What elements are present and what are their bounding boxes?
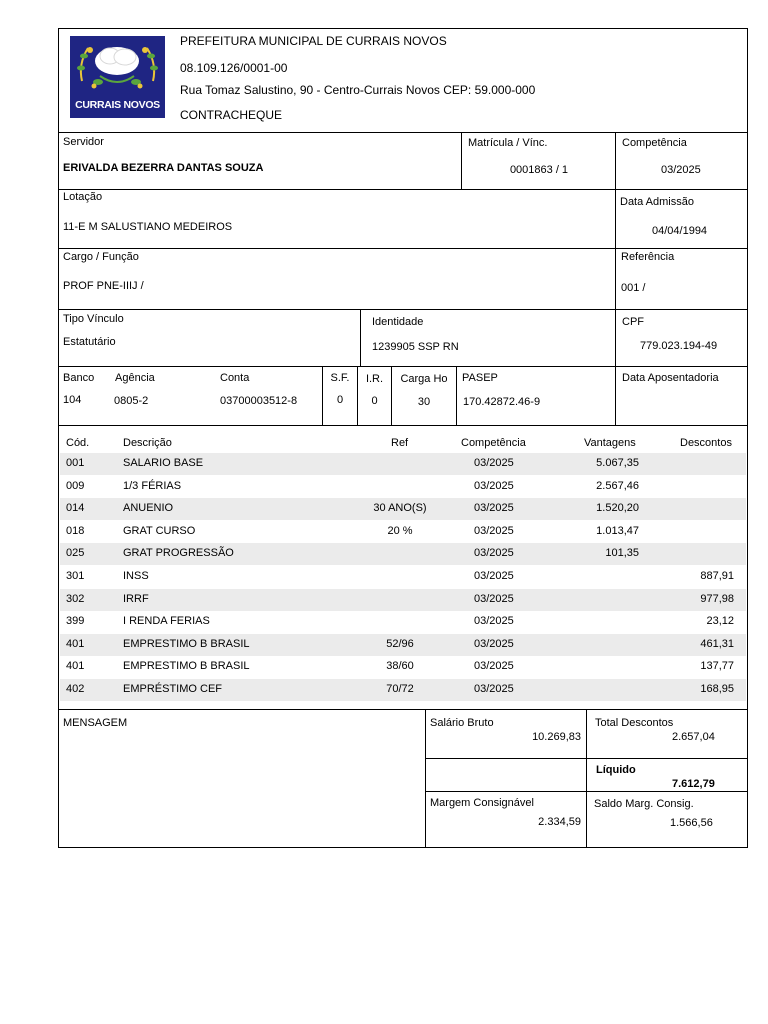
cell-descricao: INSS (123, 570, 149, 582)
admissao-value: 04/04/1994 (652, 225, 708, 237)
cell-descontos: 137,77 (700, 660, 734, 672)
liquido-value: 7.612,79 (672, 778, 715, 790)
cell-cod: 401 (66, 660, 85, 672)
sf-label: S.F. (330, 372, 350, 384)
cell-competencia: 03/2025 (474, 480, 514, 492)
cell-descontos: 23,12 (706, 615, 734, 627)
cell-descontos: 168,95 (700, 683, 734, 695)
cell-cod: 301 (66, 570, 85, 582)
divider (58, 189, 748, 190)
divider (58, 709, 748, 710)
agencia-value: 0805-2 (114, 395, 149, 407)
cell-descricao: I RENDA FERIAS (123, 615, 210, 627)
cell-descricao: IRRF (123, 593, 149, 605)
referencia-label: Referência (621, 251, 675, 263)
referencia-value: 001 / (621, 282, 646, 294)
row-shade (60, 589, 746, 611)
banco-label: Banco (63, 372, 95, 384)
cell-descricao: ANUENIO (123, 502, 174, 514)
cell-competencia: 03/2025 (474, 525, 514, 537)
divider (456, 366, 457, 425)
cell-competencia: 03/2025 (474, 593, 514, 605)
lotacao-value: 11-E M SALUSTIANO MEDEIROS (63, 221, 233, 233)
divider (615, 189, 616, 309)
cell-cod: 001 (66, 457, 85, 469)
org-name: PREFEITURA MUNICIPAL DE CURRAIS NOVOS (180, 34, 447, 48)
cell-descricao: EMPRESTIMO B BRASIL (123, 638, 250, 650)
cell-vantagens: 1.013,47 (596, 525, 639, 537)
divider (586, 709, 587, 848)
sf-value: 0 (336, 394, 344, 406)
cell-cod: 009 (66, 480, 85, 492)
matricula-value: 0001863 / 1 (509, 164, 569, 176)
col-cod: Cód. (66, 437, 90, 449)
cell-descontos: 977,98 (700, 593, 734, 605)
cargo-value: PROF PNE-IIIJ / (63, 280, 144, 292)
agencia-label: Agência (115, 372, 155, 384)
conta-value: 03700003512-8 (220, 395, 298, 407)
cell-descricao: EMPRÉSTIMO CEF (123, 683, 223, 695)
org-address: Rua Tomaz Salustino, 90 - Centro-Currais Novos CEP: 59.000-000 (180, 83, 536, 97)
servidor-value: ERIVALDA BEZERRA DANTAS SOUZA (63, 162, 264, 174)
admissao-label: Data Admissão (620, 196, 694, 208)
divider (58, 132, 748, 133)
cell-ref: 52/96 (386, 638, 414, 650)
cpf-label: CPF (622, 316, 644, 328)
cell-competencia: 03/2025 (474, 615, 514, 627)
cell-vantagens: 1.520,20 (596, 502, 639, 514)
cell-ref: 30 ANO(S) (373, 502, 427, 514)
vinculo-value: Estatutário (63, 336, 116, 348)
cell-ref: 20 % (387, 525, 413, 537)
cell-cod: 018 (66, 525, 85, 537)
cell-descricao: EMPRESTIMO B BRASIL (123, 660, 250, 672)
divider (615, 132, 616, 190)
col-competencia: Competência (461, 437, 526, 449)
cell-competencia: 03/2025 (474, 547, 514, 559)
col-ref: Ref (391, 437, 409, 449)
saldo-label: Saldo Marg. Consig. (594, 798, 694, 810)
carga-label: Carga Ho (400, 373, 448, 385)
cell-ref: 38/60 (386, 660, 414, 672)
carga-value: 30 (417, 396, 431, 408)
logo-text: CURRAIS NOVOS (75, 99, 160, 111)
vinculo-label: Tipo Vínculo (63, 313, 124, 325)
cell-competencia: 03/2025 (474, 570, 514, 582)
pasep-label: PASEP (462, 372, 498, 384)
cargo-label: Cargo / Função (63, 251, 139, 263)
doc-type: CONTRACHEQUE (180, 108, 283, 122)
cell-cod: 025 (66, 547, 85, 559)
divider (58, 366, 748, 367)
cell-cod: 402 (66, 683, 85, 695)
divider (615, 366, 616, 425)
identidade-value: 1239905 SSP RN (372, 341, 459, 353)
aposentadoria-label: Data Aposentadoria (622, 372, 719, 384)
bruto-value: 10.269,83 (532, 731, 581, 743)
divider (425, 791, 748, 792)
cell-descricao: GRAT CURSO (123, 525, 196, 537)
total-descontos-value: 2.657,04 (672, 731, 715, 743)
cell-descricao: GRAT PROGRESSÃO (123, 547, 234, 559)
competencia-label: Competência (622, 137, 687, 149)
cell-competencia: 03/2025 (474, 638, 514, 650)
bruto-label: Salário Bruto (430, 717, 494, 729)
cell-cod: 302 (66, 593, 85, 605)
liquido-label: Líquido (596, 764, 636, 776)
banco-value: 104 (63, 394, 82, 406)
cell-descontos: 461,31 (700, 638, 734, 650)
divider (461, 132, 462, 190)
ir-value: 0 (371, 395, 378, 407)
org-cnpj: 08.109.126/0001-00 (180, 61, 288, 75)
col-descontos: Descontos (680, 437, 732, 449)
cell-cod: 014 (66, 502, 85, 514)
identidade-label: Identidade (372, 316, 424, 328)
margem-label: Margem Consignável (430, 797, 534, 809)
total-descontos-label: Total Descontos (595, 717, 674, 729)
cell-descricao: SALARIO BASE (123, 457, 204, 469)
saldo-value: 1.566,56 (670, 817, 713, 829)
cell-descontos: 887,91 (700, 570, 734, 582)
competencia-value: 03/2025 (661, 164, 701, 176)
ir-label: I.R. (365, 373, 384, 385)
cell-competencia: 03/2025 (474, 660, 514, 672)
matricula-label: Matrícula / Vínc. (468, 137, 548, 149)
mensagem-label: MENSAGEM (63, 717, 128, 729)
city-logo (70, 36, 165, 118)
col-descricao: Descrição (123, 437, 172, 449)
cell-vantagens: 101,35 (605, 547, 639, 559)
pasep-value: 170.42872.46-9 (463, 396, 541, 408)
cell-vantagens: 5.067,35 (596, 457, 639, 469)
lotacao-label: Lotação (63, 191, 103, 203)
margem-value: 2.334,59 (538, 816, 581, 828)
cell-cod: 399 (66, 615, 85, 627)
divider (425, 709, 426, 848)
cell-competencia: 03/2025 (474, 457, 514, 469)
col-vantagens: Vantagens (584, 437, 636, 449)
cell-ref: 70/72 (386, 683, 414, 695)
cell-cod: 401 (66, 638, 85, 650)
divider (58, 248, 748, 249)
conta-label: Conta (220, 372, 250, 384)
divider (58, 425, 748, 426)
divider (615, 309, 616, 366)
servidor-label: Servidor (63, 136, 104, 148)
cpf-value: 779.023.194-49 (640, 340, 718, 352)
cell-competencia: 03/2025 (474, 683, 514, 695)
cell-vantagens: 2.567,46 (596, 480, 639, 492)
cell-descricao: 1/3 FÉRIAS (123, 480, 182, 492)
divider (360, 309, 361, 366)
cell-competencia: 03/2025 (474, 502, 514, 514)
divider (425, 758, 748, 759)
divider (58, 309, 748, 310)
